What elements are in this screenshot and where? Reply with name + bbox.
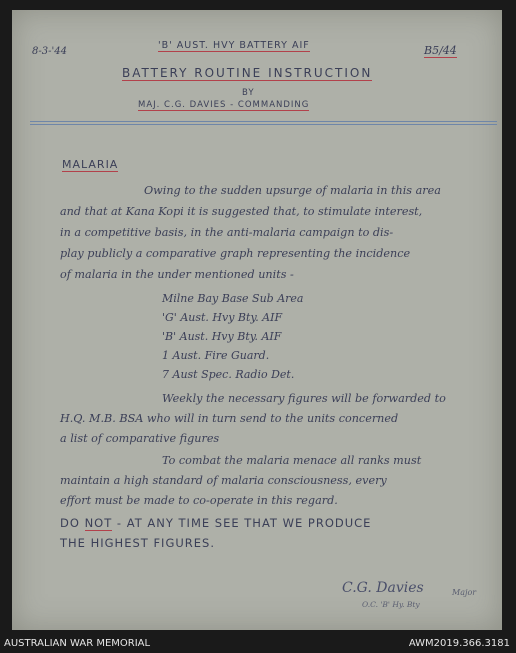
signature-rank: Major <box>452 588 477 597</box>
reference-number <box>424 44 457 57</box>
paragraph-line: play publicly a comparative graph representing the incidence <box>60 247 411 260</box>
by-label: BY <box>242 88 255 98</box>
paragraph-line: Owing to the sudden upsurge of malaria in this area <box>144 184 441 197</box>
unit-list-item: 7 Aust Spec. Radio Det. <box>162 368 295 381</box>
header-rule-1 <box>30 121 497 122</box>
signature: C.G. Davies <box>342 580 424 596</box>
closing-line-2: THE HIGHEST FIGURES. <box>60 536 215 550</box>
unit-list-item: 'G' Aust. Hvy Bty. AIF <box>162 311 283 324</box>
signature-role: O.C. 'B' Hy. Bty <box>362 600 420 609</box>
document-page <box>12 10 502 630</box>
archive-footer <box>0 638 516 653</box>
paragraph-line: To combat the malaria menace all ranks must <box>162 454 422 467</box>
footer-accession-number: AWM2019.366.3181 <box>408 638 510 649</box>
commander-line: MAJ. C.G. DAVIES - COMMANDING <box>138 100 310 110</box>
header-rule-2 <box>30 124 497 125</box>
paragraph-line: and that at Kana Kopi it is suggested that, to stimulate interest, <box>60 205 423 218</box>
reference-text: B5/44 <box>424 44 457 57</box>
unit-list-item: 'B' Aust. Hvy Bty. AIF <box>162 330 282 343</box>
closing-do: DO <box>60 516 80 530</box>
paragraph-line: of malaria in the under mentioned units - <box>60 268 294 281</box>
paragraph-line: H.Q. M.B. BSA who will in turn send to the units concerned <box>60 412 399 425</box>
unit-name: 'B' AUST. HVY BATTERY AIF <box>158 40 310 51</box>
closing-not: NOT <box>84 516 113 530</box>
closing-rest: - AT ANY TIME SEE THAT WE PRODUCE <box>116 516 372 530</box>
paragraph-line: effort must be made to co-operate in this regard. <box>60 494 338 507</box>
section-heading: MALARIA <box>62 158 119 171</box>
footer-institution: AUSTRALIAN WAR MEMORIAL <box>4 638 151 649</box>
paragraph-line: maintain a high standard of malaria consciousness, every <box>60 474 387 487</box>
closing-line-1 <box>60 516 371 530</box>
paragraph-line: a list of comparative figures <box>60 432 220 445</box>
date: 8-3-'44 <box>32 46 67 57</box>
document-title: BATTERY ROUTINE INSTRUCTION <box>122 66 373 80</box>
unit-list-item: Milne Bay Base Sub Area <box>162 292 304 305</box>
unit-list-item: 1 Aust. Fire Guard. <box>162 349 270 362</box>
paragraph-line: in a competitive basis, in the anti-malaria campaign to dis- <box>60 226 394 239</box>
paragraph-line: Weekly the necessary figures will be forwarded to <box>162 392 446 405</box>
